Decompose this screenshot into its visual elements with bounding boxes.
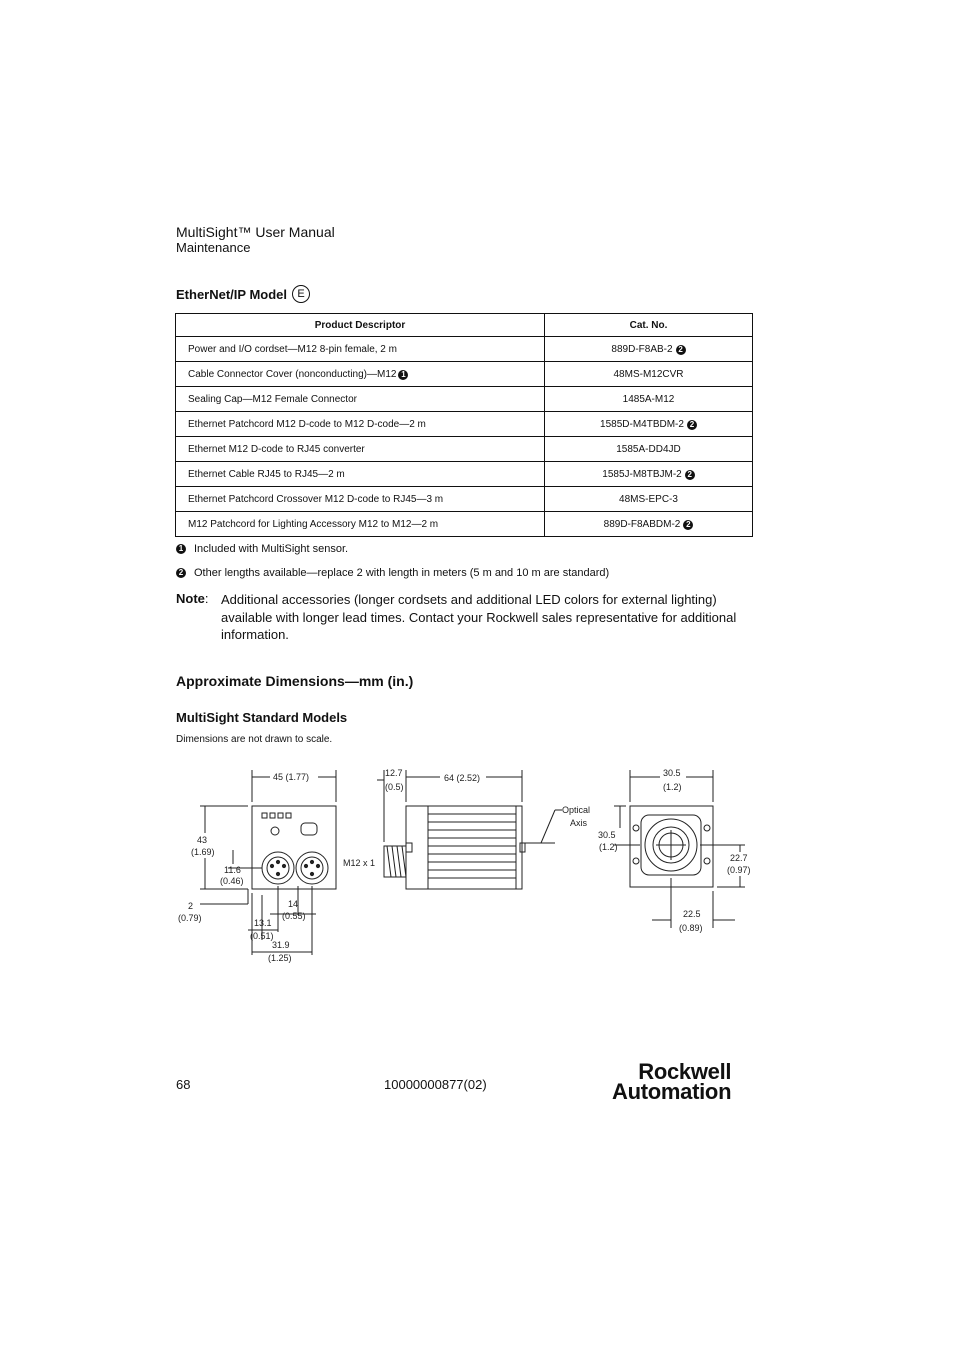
header-cat-no: Cat. No. <box>545 314 753 337</box>
product-descriptor: Ethernet Cable RJ45 to RJ45—2 m <box>176 462 545 487</box>
footnote-marker: 1 <box>398 370 408 380</box>
catalog-number: 889D-F8AB-2 2 <box>545 337 753 362</box>
note-label: Note: <box>176 591 209 606</box>
side-view <box>377 770 562 889</box>
footnote-marker: 2 <box>176 568 186 578</box>
dim-c3-in: (1.25) <box>268 953 292 963</box>
footnote-marker: 2 <box>687 420 697 430</box>
dim-back-w-in: (1.2) <box>663 782 682 792</box>
product-descriptor: Ethernet Patchcord M12 D-code to M12 D-code—2 m <box>176 412 545 437</box>
catalog-number: 48MS-M12CVR <box>545 362 753 387</box>
dim-axis-h-mm: 22.5 <box>683 909 701 919</box>
catalog-number: 48MS-EPC-3 <box>545 487 753 512</box>
dim-c2-in: (0.55) <box>282 911 306 921</box>
optical-axis-label-2: Axis <box>570 818 588 828</box>
dim-height-mm: 43 <box>197 835 208 845</box>
side-housing <box>406 806 522 889</box>
document-number: 10000000877(02) <box>384 1077 487 1092</box>
back-view <box>614 770 745 928</box>
page-number: 68 <box>176 1077 191 1092</box>
footnote-text: Included with MultiSight sensor. <box>194 543 349 555</box>
catalog-number: 889D-F8ABDM-2 2 <box>545 512 753 537</box>
footnote-text: Other lengths available—replace 2 with length in meters (5 m and 10 m are standard) <box>194 567 610 579</box>
dim-thread: M12 x 1 <box>343 858 376 868</box>
dim-back-w-mm: 30.5 <box>663 768 681 778</box>
dim-lens-in: (0.5) <box>385 782 404 792</box>
dim-lens-mm: 12.7 <box>385 768 403 778</box>
scale-note: Dimensions are not drawn to scale. <box>176 734 333 745</box>
product-descriptor: M12 Patchcord for Lighting Accessory M12 to M12—2 m <box>176 512 545 537</box>
dim-axis-h-in: (0.89) <box>679 923 703 933</box>
rockwell-automation-logo <box>612 1059 732 1104</box>
product-descriptor: Ethernet M12 D-code to RJ45 converter <box>176 437 545 462</box>
dim-conn-h-mm: 11.6 <box>224 865 241 875</box>
dim-length-side: 64 (2.52) <box>444 773 481 783</box>
section-title-text: EtherNet/IP Model <box>176 286 288 302</box>
header-descriptor: Product Descriptor <box>176 314 545 337</box>
product-descriptor: Power and I/O cordset—M12 8-pin female, 2 m <box>176 337 545 362</box>
dim-base-in: (0.79) <box>178 913 202 923</box>
dimensions-heading: Approximate Dimensions—mm (in.) <box>176 673 414 689</box>
models-subheading: MultiSight Standard Models <box>176 710 348 725</box>
dim-axis-v-in: (0.97) <box>727 865 751 875</box>
dim-c2-mm: 14 <box>288 899 299 909</box>
dim-base-mm: 2 <box>188 901 194 911</box>
manual-title: MultiSight™ User Manual <box>176 224 335 240</box>
footnote-marker: 2 <box>676 345 686 355</box>
ethernet-ip-icon: E <box>292 285 310 303</box>
product-descriptor: Ethernet Patchcord Crossover M12 D-code to RJ45—3 m <box>176 487 545 512</box>
optical-axis-label-1: Optical <box>562 805 591 815</box>
logo-line-1: Rockwell <box>638 1059 732 1084</box>
product-descriptor: Sealing Cap—M12 Female Connector <box>176 387 545 412</box>
catalog-number: 1585A-DD4JD <box>545 437 753 462</box>
footnote-marker: 1 <box>176 544 186 554</box>
dim-c1-in: (0.51) <box>250 931 274 941</box>
footnote-marker: 2 <box>685 470 695 480</box>
catalog-number: 1585J-M8TBJM-2 2 <box>545 462 753 487</box>
dim-axis-v-mm: 22.7 <box>730 853 748 863</box>
dim-back-h-in: (1.2) <box>599 842 618 852</box>
dim-width-front: 45 (1.77) <box>273 772 310 782</box>
catalog-number: 1585D-M4TBDM-2 2 <box>545 412 753 437</box>
dim-height-in: (1.69) <box>191 847 215 857</box>
dim-c3-mm: 31.9 <box>272 940 290 950</box>
logo-line-2: Automation <box>612 1079 732 1104</box>
dim-conn-h-in: (0.46) <box>220 876 244 886</box>
footnote-marker: 2 <box>683 520 693 530</box>
note-text: Additional accessories (longer cordsets and additional LED colors for external lighting) available with longer lead times. Contact your Rockwell sales representative for additional information. <box>221 592 737 642</box>
dim-c1-mm: 13.1 <box>254 918 272 928</box>
catalog-number: 1485A-M12 <box>545 387 753 412</box>
dim-back-h-mm: 30.5 <box>598 830 616 840</box>
manual-section: Maintenance <box>176 240 251 255</box>
product-descriptor: Cable Connector Cover (nonconducting)—M12 1 <box>176 362 545 387</box>
